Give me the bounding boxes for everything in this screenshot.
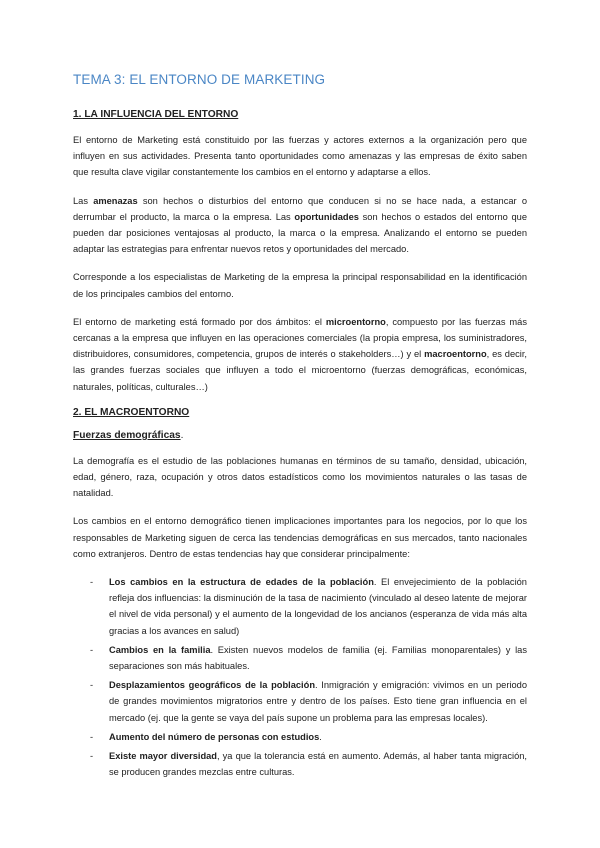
bullet-text: . (319, 731, 322, 742)
bullet-list-tendencias (73, 574, 527, 780)
text-run: , es decir, las grandes fuerzas sociales que influyen a todo el microentorno (fuerzas demográficas, económicas, naturales, políticas, culturales…) (73, 349, 527, 392)
bold-term-amenazas: amenazas (93, 195, 138, 206)
paragraph-definicion-entorno: El entorno de Marketing está constituido por las fuerzas y actores externos a la organización pero que influyen en sus actividades. Presenta tanto oportunidades como amenazas y las empresas de éxito saben que resulta clave vigilar constantemente los cambios en el entorno y adaptarse a ellos. (73, 135, 527, 178)
bullet-text: . El envejecimiento de la población refleja dos influencias: la disminución de la tasa de nacimiento (vinculado al deseo latente de mejorar el nivel de vida personal) y el aumento de la longevidad de los ancianos (esperanza de vida más alta gracias a los avances en salud) (109, 577, 527, 636)
paragraph-responsabilidad: Corresponde a los especialistas de Marketing de la empresa la principal responsabilidad en la identificación de los principales cambios del entorno. (73, 272, 527, 299)
list-item (90, 729, 527, 745)
bullet-text: . Inmigración y emigración: vivimos en un periodo de grandes movimientos migratorios entre y dentro de los países. Esto tiene gran influencia en el mercado (ej. que la gente se vaya del país supone un problema para las empresas locales). (109, 680, 528, 723)
bullet-bold: Aumento del número de personas con estudios (109, 731, 320, 742)
bullet-bold: Los cambios en la estructura de edades de la población (109, 577, 374, 588)
bullet-text: . Existen nuevos modelos de familia (ej. Familias monoparentales) y las separaciones son más habituales. (109, 644, 527, 672)
bullet-bold: Existe mayor diversidad (109, 751, 217, 762)
document-title: TEMA 3: EL ENTORNO DE MARKETING (73, 72, 326, 87)
text-run: , compuesto por las fuerzas más cercanas a la empresa que influyen en las operaciones comerciales (la propia empresa, los suministradores, distribuidores, consumidores, competencia, grupos de interés o stakeholders…) y el (73, 316, 527, 360)
text-run: son hechos o estados del entorno que pueden dar posiciones ventajosas al producto, la marca o la empresa. Analizando el entorno se pueden adaptar las estrategias para enfrentar nuevos retos y oportunidades del mercado. (73, 211, 527, 255)
bold-term-microentorno: microentorno (325, 316, 386, 327)
section-heading-influencia: 1. LA INFLUENCIA DEL ENTORNO (73, 109, 239, 120)
bullet-bold: Cambios en la familia (109, 644, 211, 655)
bold-term-oportunidades: oportunidades (294, 211, 359, 222)
paragraph-ambitos (73, 314, 527, 395)
list-item (90, 574, 527, 639)
subheading-period: . (180, 429, 184, 441)
bullet-dash: - (90, 644, 94, 655)
text-run: Las (73, 195, 94, 206)
text-run: El entorno de marketing está formado por dos ámbitos: el (73, 316, 326, 327)
list-item (90, 677, 528, 726)
subheading-fuerzas-demograficas: Fuerzas demográficas (73, 429, 181, 441)
paragraph-cambios-demograficos: Los cambios en el entorno demográfico tienen implicaciones importantes para los negocios, por lo que los responsables de Marketing siguen de cerca las tendencias demográficas en sus mercados, tanto nacionales como extranjeros. Dentro de estas tendencias hay que considerar principalmente: (73, 516, 527, 559)
text-run: son hechos o disturbios del entorno que conducen si no se hace nada, a estancar o derrumbar el producto, la marca o la empresa. Las (73, 195, 527, 222)
bullet-dash: - (90, 680, 94, 691)
bullet-dash: - (90, 731, 94, 742)
bullet-text: , ya que la tolerancia está en aumento. Además, al haber tanta migración, se producen grandes mezclas entre culturas. (109, 751, 527, 778)
paragraph-demografia: La demografía es el estudio de las poblaciones humanas en términos de su tamaño, densidad, ubicación, edad, género, raza, ocupación y otros datos estadísticos como los movimientos naturales o las tasas de natalidad. (73, 455, 527, 499)
paragraph-amenazas-oportunidades (73, 193, 527, 258)
bullet-dash: - (90, 577, 94, 588)
list-item (90, 748, 527, 780)
section-heading-macroentorno: 2. EL MACROENTORNO (73, 406, 190, 418)
list-item (90, 642, 527, 674)
subheading-line (73, 430, 527, 441)
bold-term-macroentorno: macroentorno (424, 349, 487, 360)
bullet-dash: - (90, 751, 94, 762)
bullet-bold: Desplazamientos geográficos de la población (109, 680, 315, 691)
